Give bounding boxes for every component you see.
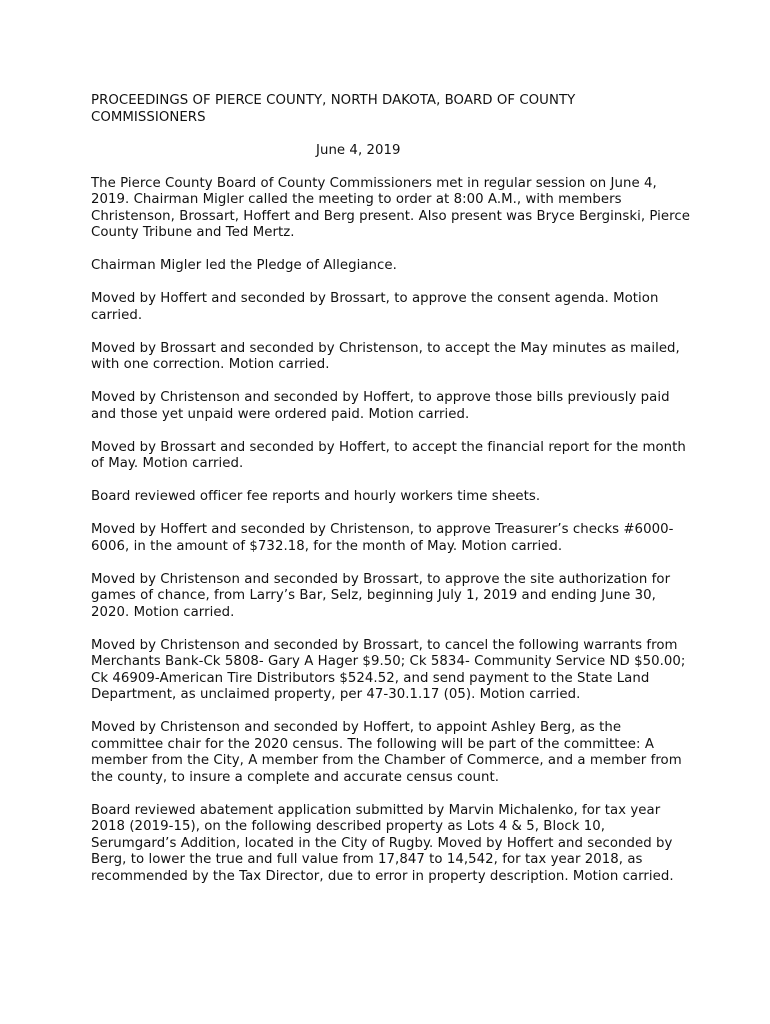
paragraph-games-of-chance: Moved by Christenson and seconded by Brossart, to approve the site authorization for games of chance, from Larry’s Bar, Selz, beginning July 1, 2019 and ending June 30, 2020. Motion carried.: [91, 571, 671, 620]
paragraph-financial-report: Moved by Brossart and seconded by Hoffert, to accept the financial report for the month of May. Motion carried.: [91, 439, 686, 471]
meeting-date: June 4, 2019: [316, 142, 401, 158]
document-title: PROCEEDINGS OF PIERCE COUNTY, NORTH DAKOTA, BOARD OF COUNTY COMMISSIONERS: [91, 93, 576, 125]
paragraph-abatement-application: Board reviewed abatement application submitted by Marvin Michalenko, for tax year 2018 (2019-15), on the following described property as Lots 4 & 5, Block 10, Serumgard’s Addition, located in the City of Rugby. Moved by Hoffert and seconded by Berg, to lower the true and full value from 17,847 to 14,542, for tax year 2018, as recommended by the Tax Director, due to error in property description. Motion carried.: [91, 802, 674, 884]
paragraph-may-minutes: Moved by Brossart and seconded by Christenson, to accept the May minutes as mailed, with one correction. Motion carried.: [91, 340, 680, 372]
paragraph-treasurer-checks: Moved by Hoffert and seconded by Christenson, to approve Treasurer’s checks #6000-6006, in the amount of $732.18, for the month of May. Motion carried.: [91, 522, 674, 554]
paragraph-cancel-warrants: Moved by Christenson and seconded by Brossart, to cancel the following warrants from Merchants Bank-Ck 5808- Gary A Hager $9.50; Ck 5834- Community Service ND $50.00; Ck 46909-American Tire Distributors $524.52, and send payment to the State Land Department, as unclaimed property, per 47-30.1.17 (05). Motion carried.: [91, 637, 686, 702]
paragraph-bills: Moved by Christenson and seconded by Hoffert, to approve those bills previously paid and those yet unpaid were ordered paid. Motion carried.: [91, 390, 670, 422]
paragraph-meeting-call-to-order: The Pierce County Board of County Commissioners met in regular session on June 4, 2019. Chairman Migler called the meeting to order at 8:00 A.M., with members Christenson, Brossart, Hoffert and Berg present. Also present was Bryce Berginski, Pierce County Tribune and Ted Mertz.: [91, 175, 690, 240]
document-body: [91, 93, 691, 885]
paragraph-pledge: Chairman Migler led the Pledge of Allegiance.: [91, 258, 397, 273]
paragraph-consent-agenda: Moved by Hoffert and seconded by Brossart, to approve the consent agenda. Motion carried.: [91, 291, 659, 323]
paragraph-fee-reports: Board reviewed officer fee reports and hourly workers time sheets.: [91, 489, 541, 504]
paragraph-census-committee: Moved by Christenson and seconded by Hoffert, to appoint Ashley Berg, as the committee chair for the 2020 census. The following will be part of the committee: A member from the City, A member from the Chamber of Commerce, and a member from the county, to insure a complete and accurate census count.: [91, 720, 682, 785]
